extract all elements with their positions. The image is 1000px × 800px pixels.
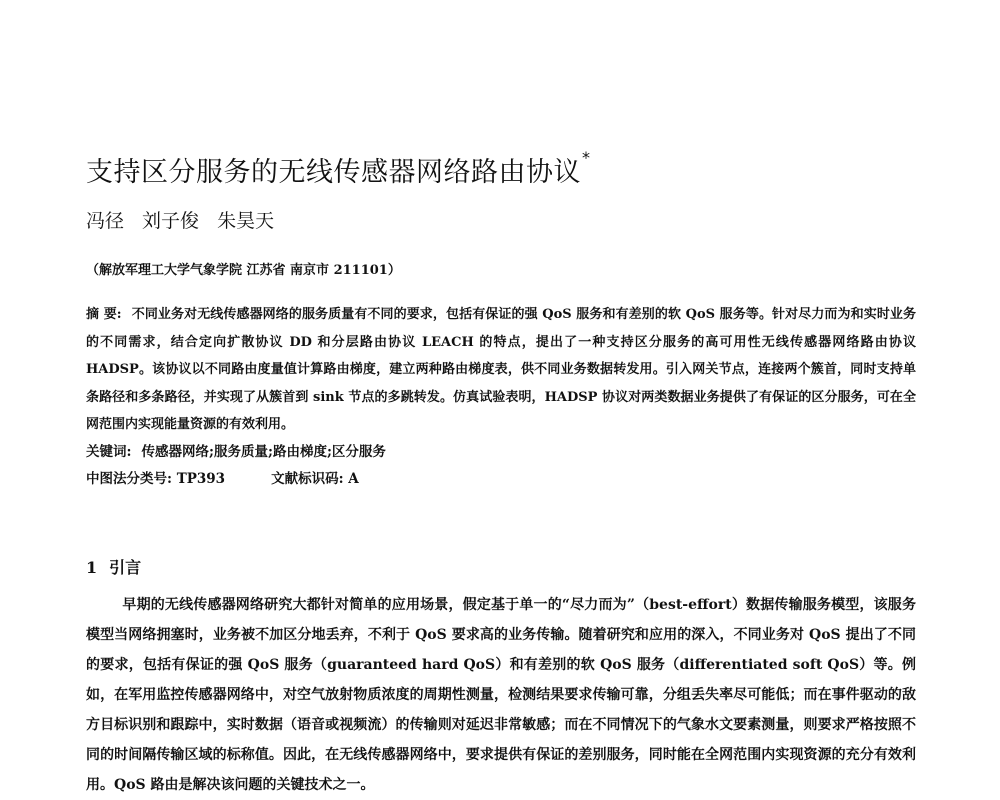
keywords-label: 关键词: [86,443,132,460]
section-number: 1 [86,558,98,577]
clc-label: 中图法分类号: [86,471,172,487]
paper-affiliation: （解放军理工大学气象学院 江苏省 南京市 211101） [86,263,401,278]
title-footnote-mark: * [582,148,591,167]
doc-code-value: A [348,471,359,487]
clc-value: TP393 [176,471,226,487]
doc-code-label: 文献标识码: [271,471,344,487]
section-heading [86,555,141,578]
keywords-line [86,439,916,467]
abstract-text: 不同业务对无线传感器网络的服务质量有不同的要求，包括有保证的强 QoS 服务和有差别的软 QoS 服务等。针对尽力而为和实时业务的不同需求，结合定向扩散协议 DD 和分层路由协议 LEACH 的特点，提出了一种支持区分服务的高可用性无线传感器网络路由协议 HADSP。该协议以不同路由度量值计算路由梯度，建立两种路由梯度表，供不同业务数据转发用。引入网关节点，连接两个簇首，同时支持单条路径和多条路径，并实现了从簇首到 sink 节点的多跳转发。仿真试验表明，HADSP 协议对两类数据业务提供了有保证的区分服务，可在全网范围内实现能量资源的有效利用。 [86,307,917,432]
classification-line [86,466,916,494]
keywords-text: 传感器网络;服务质量;路由梯度;区分服务 [141,443,386,460]
abstract-section [86,301,916,494]
body-paragraph: 早期的无线传感器网络研究大都针对简单的应用场景，假定基于单一的“尽力而为”（best-effort）数据传输服务模型，该服务模型当网络拥塞时，业务被不加区分地丢弃，不利于 QoS 要求高的业务传输。随着研究和应用的深入，不同业务对 QoS 提出了不同的要求，包括有保证的强 QoS 服务（guaranteed hard QoS）和有差别的软 QoS 服务（differentiated soft QoS）等。例如，在军用监控传感器网络中，对空气放射物质浓度的周期性测量，检测结果要求传输可靠，分组丢失率尽可能低；而在事件驱动的敌方目标识别和跟踪中，实时数据（语音或视频流）的传输则对延迟非常敏感；而在不同情况下的气象水文要素测量，则要求严格按照不同的时间隔传输区域的标称值。因此，在无线传感器网络中，要求提供有保证的差别服务，同时能在全网范围内实现资源的充分有效利用。QoS 路由是解决该问题的关键技术之一。 [86,597,916,793]
abstract-label: 摘 要: [86,307,122,322]
paper-title-text: 支持区分服务的无线传感器网络路由协议 [86,157,581,188]
section-title: 引言 [109,558,142,577]
paper-title [86,150,591,189]
section-body [86,590,916,800]
paper-authors: 冯径 刘子俊 朱昊天 [86,210,275,232]
abstract-paragraph [86,301,916,439]
